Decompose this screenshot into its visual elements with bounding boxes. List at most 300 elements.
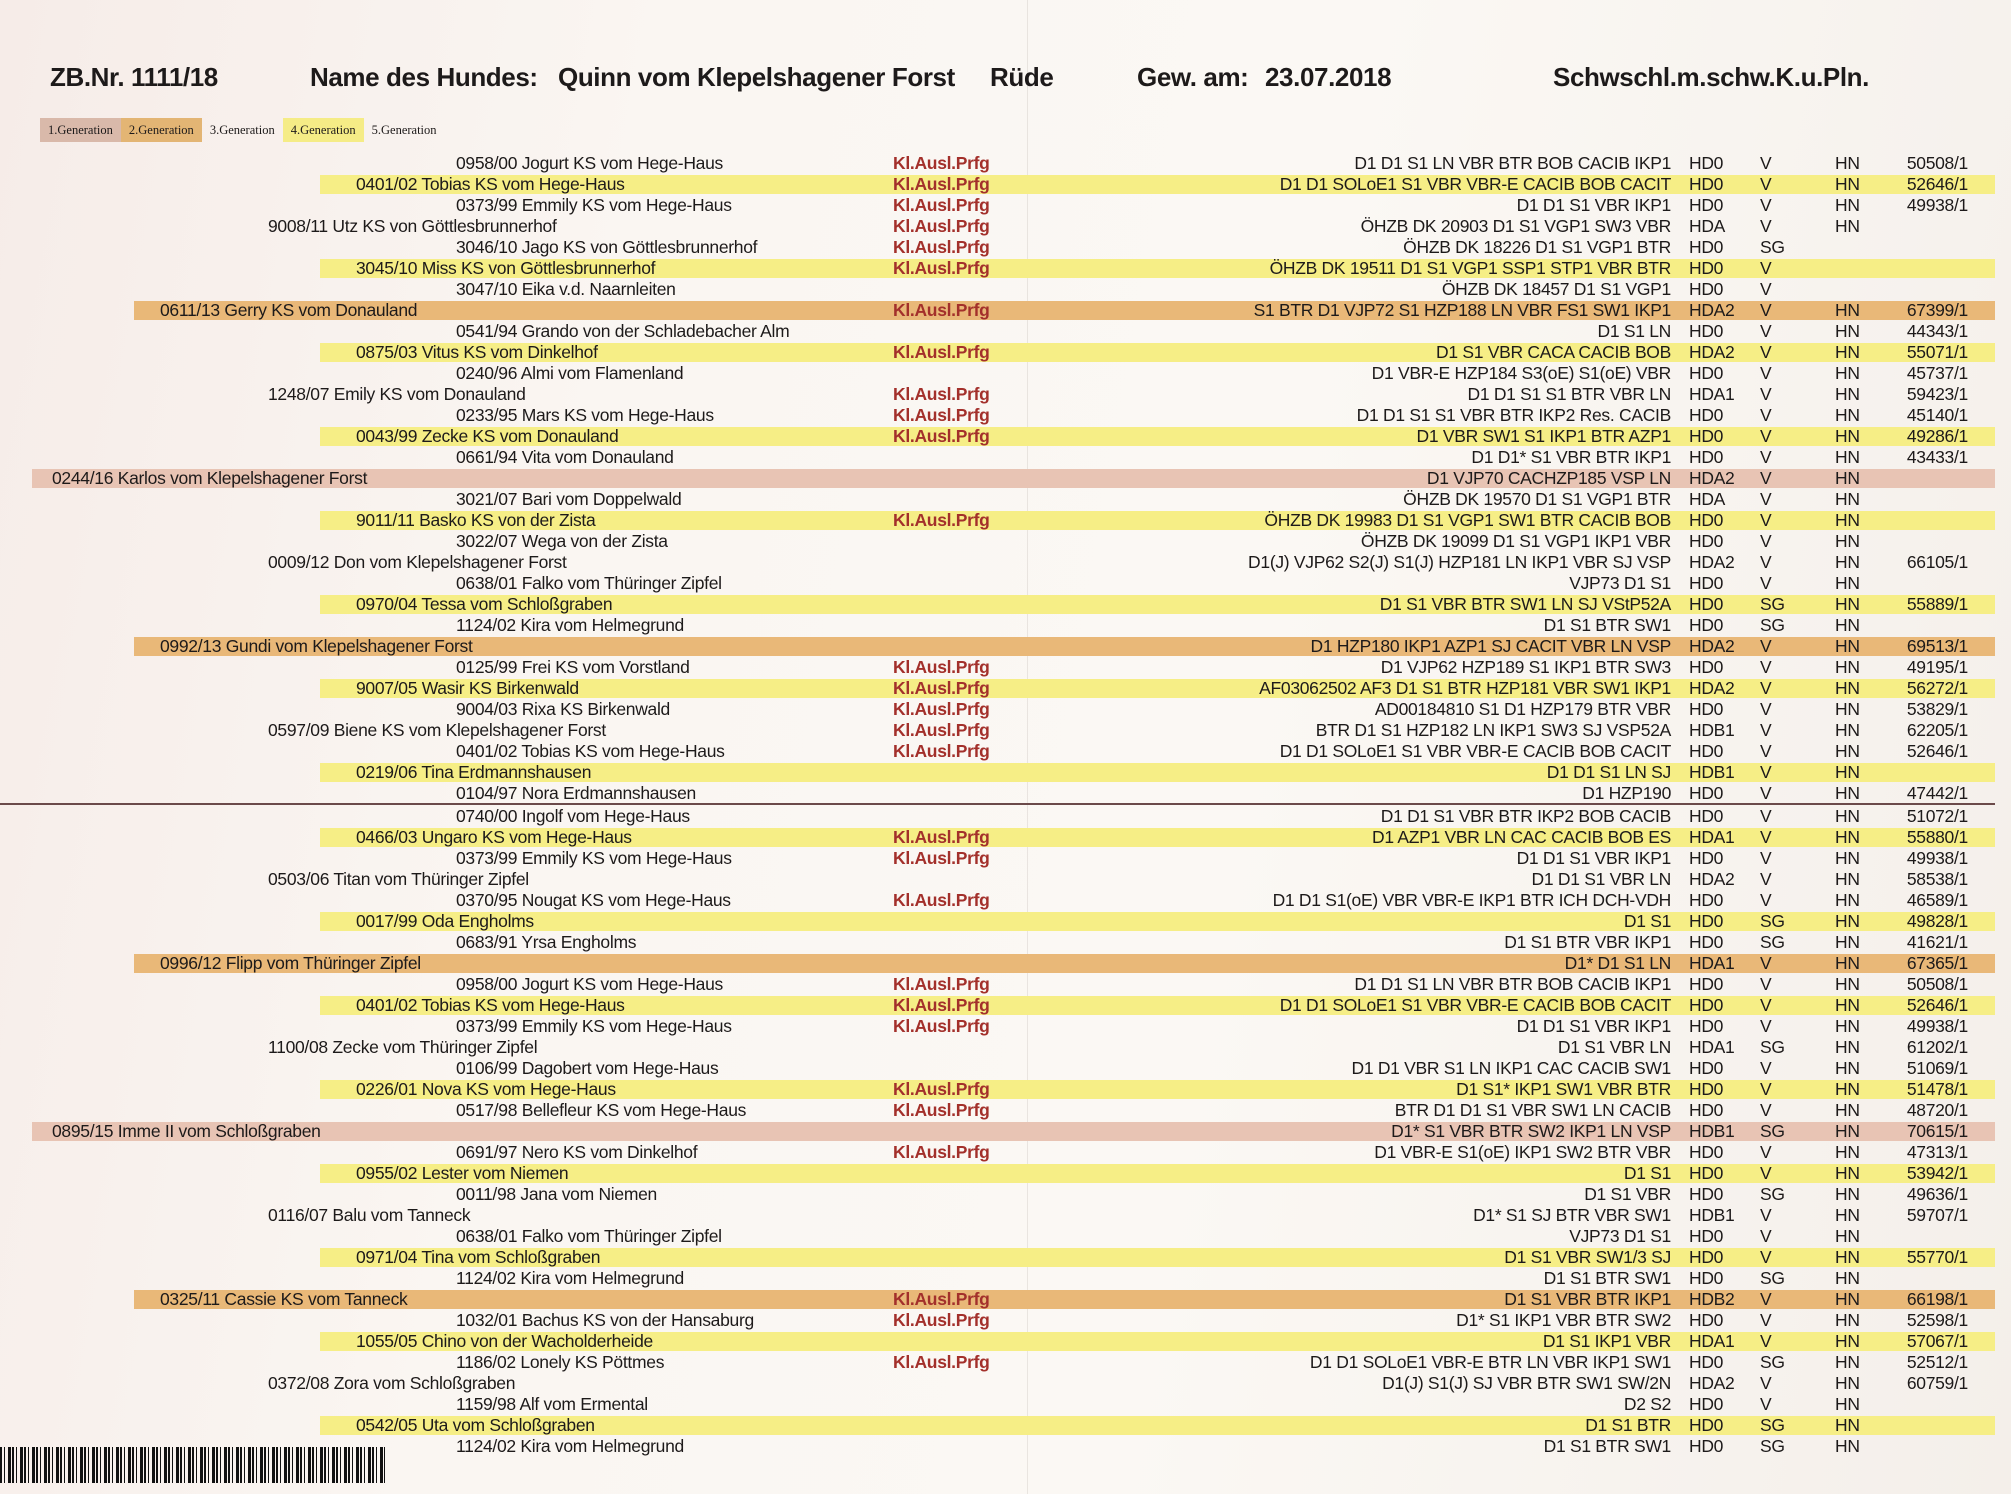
hd-result: HD0 bbox=[1689, 848, 1724, 868]
reg-number: 51478/1 bbox=[1906, 1079, 1968, 1099]
exam-badge: Kl.Ausl.Prfg bbox=[893, 1016, 990, 1036]
form-rating: V bbox=[1760, 426, 1772, 446]
form-rating: V bbox=[1760, 468, 1772, 488]
hn-marker: HN bbox=[1835, 1163, 1860, 1183]
reg-number: 50508/1 bbox=[1906, 974, 1968, 994]
dog-entry-name: 0116/07 Balu vom Tanneck bbox=[268, 1205, 471, 1225]
exam-badge: Kl.Ausl.Prfg bbox=[893, 1142, 990, 1162]
form-rating: SG bbox=[1760, 911, 1785, 931]
dog-entry-name: 3021/07 Bari vom Doppelwald bbox=[456, 489, 682, 509]
pedigree-row bbox=[0, 153, 2011, 174]
exam-badge: Kl.Ausl.Prfg bbox=[893, 1079, 990, 1099]
dog-entry-name: 0958/00 Jogurt KS vom Hege-Haus bbox=[456, 974, 723, 994]
dog-entry-name: 0955/02 Lester vom Niemen bbox=[356, 1163, 569, 1183]
form-rating: V bbox=[1760, 531, 1772, 551]
dog-entry-name: 1124/02 Kira vom Helmegrund bbox=[456, 1268, 684, 1288]
form-rating: V bbox=[1760, 762, 1772, 782]
pedigree-row bbox=[0, 384, 2011, 405]
titles: D2 S2 bbox=[1623, 1394, 1671, 1414]
pedigree-row bbox=[0, 573, 2011, 594]
hd-result: HD0 bbox=[1689, 573, 1724, 593]
form-rating: V bbox=[1760, 1331, 1772, 1351]
birth-date-label: Gew. am: bbox=[1137, 62, 1249, 92]
titles: D1 S1 BTR SW1 bbox=[1543, 615, 1671, 635]
titles: D1 D1 S1 LN SJ bbox=[1546, 762, 1671, 782]
hn-marker: HN bbox=[1835, 657, 1860, 677]
hd-result: HDA2 bbox=[1689, 552, 1735, 572]
pedigree-row bbox=[0, 342, 2011, 363]
hn-marker: HN bbox=[1835, 953, 1860, 973]
pedigree-row bbox=[0, 1310, 2011, 1331]
titles: BTR D1 S1 HZP182 LN IKP1 SW3 SJ VSP52A bbox=[1315, 720, 1671, 740]
pedigree-row bbox=[0, 1079, 2011, 1100]
form-rating: SG bbox=[1760, 1415, 1785, 1435]
hd-result: HD0 bbox=[1689, 153, 1724, 173]
hd-result: HD0 bbox=[1689, 510, 1724, 530]
exam-badge: Kl.Ausl.Prfg bbox=[893, 510, 990, 530]
reg-number: 66198/1 bbox=[1906, 1289, 1968, 1309]
pedigree-row bbox=[0, 216, 2011, 237]
pedigree-row bbox=[0, 279, 2011, 300]
titles: D1(J) VJP62 S2(J) S1(J) HZP181 LN IKP1 VBR SJ VSP bbox=[1248, 552, 1671, 572]
titles: D1 S1 BTR SW1 bbox=[1543, 1268, 1671, 1288]
reg-number: 52646/1 bbox=[1906, 174, 1968, 194]
hd-result: HD0 bbox=[1689, 1100, 1724, 1120]
form-rating: V bbox=[1760, 657, 1772, 677]
reg-number: 55071/1 bbox=[1906, 342, 1968, 362]
hn-marker: HN bbox=[1835, 636, 1860, 656]
hn-marker: HN bbox=[1835, 1226, 1860, 1246]
hn-marker: HN bbox=[1835, 342, 1860, 362]
hn-marker: HN bbox=[1835, 447, 1860, 467]
pedigree-row bbox=[0, 1100, 2011, 1121]
pedigree-row bbox=[0, 953, 2011, 974]
form-rating: V bbox=[1760, 384, 1772, 404]
reg-number: 69513/1 bbox=[1906, 636, 1968, 656]
pedigree-row bbox=[0, 806, 2011, 827]
dog-entry-name: 0661/94 Vita vom Donauland bbox=[456, 447, 674, 467]
hd-result: HD0 bbox=[1689, 258, 1724, 278]
hd-result: HD0 bbox=[1689, 237, 1724, 257]
dog-entry-name: 0542/05 Uta vom Schloßgraben bbox=[356, 1415, 595, 1435]
dog-entry-name: 3045/10 Miss KS von Göttlesbrunnerhof bbox=[356, 258, 656, 278]
form-rating: V bbox=[1760, 1373, 1772, 1393]
form-rating: V bbox=[1760, 1016, 1772, 1036]
reg-number: 55770/1 bbox=[1906, 1247, 1968, 1267]
reg-number: 49938/1 bbox=[1906, 848, 1968, 868]
titles: AF03062502 AF3 D1 S1 BTR HZP181 VBR SW1 IKP1 bbox=[1259, 678, 1671, 698]
pedigree-row bbox=[0, 1184, 2011, 1205]
titles: D1 VBR-E HZP184 S3(oE) S1(oE) VBR bbox=[1371, 363, 1671, 383]
exam-badge: Kl.Ausl.Prfg bbox=[893, 153, 990, 173]
pedigree-row bbox=[0, 1058, 2011, 1079]
pedigree-row bbox=[0, 1415, 2011, 1436]
titles: D1 D1 S1 S1 BTR VBR LN bbox=[1467, 384, 1671, 404]
titles: ÖHZB DK 19570 D1 S1 VGP1 BTR bbox=[1403, 489, 1671, 509]
hd-result: HD0 bbox=[1689, 890, 1724, 910]
exam-badge: Kl.Ausl.Prfg bbox=[893, 699, 990, 719]
reg-number: 55889/1 bbox=[1906, 594, 1968, 614]
titles: ÖHZB DK 18457 D1 S1 VGP1 bbox=[1441, 279, 1671, 299]
dog-name-label: Name des Hundes: bbox=[310, 62, 538, 92]
form-rating: V bbox=[1760, 510, 1772, 530]
reg-number: 44343/1 bbox=[1906, 321, 1968, 341]
reg-number: 52646/1 bbox=[1906, 995, 1968, 1015]
titles: D1 D1 S1 VBR LN bbox=[1531, 869, 1671, 889]
reg-number: 60759/1 bbox=[1906, 1373, 1968, 1393]
hn-marker: HN bbox=[1835, 1394, 1860, 1414]
reg-number: 67399/1 bbox=[1906, 300, 1968, 320]
hn-marker: HN bbox=[1835, 783, 1860, 803]
pedigree-row bbox=[0, 1352, 2011, 1373]
form-rating: SG bbox=[1760, 1436, 1785, 1456]
exam-badge: Kl.Ausl.Prfg bbox=[893, 258, 990, 278]
pedigree-row bbox=[0, 869, 2011, 890]
form-rating: V bbox=[1760, 279, 1772, 299]
pedigree-row bbox=[0, 720, 2011, 741]
hd-result: HD0 bbox=[1689, 1352, 1724, 1372]
hd-result: HD0 bbox=[1689, 174, 1724, 194]
titles: ÖHZB DK 19511 D1 S1 VGP1 SSP1 STP1 VBR BTR bbox=[1269, 258, 1671, 278]
hn-marker: HN bbox=[1835, 426, 1860, 446]
dog-entry-name: 0895/15 Imme II vom Schloßgraben bbox=[52, 1121, 321, 1141]
pedigree-row bbox=[0, 1331, 2011, 1352]
pedigree-row bbox=[0, 1163, 2011, 1184]
hn-marker: HN bbox=[1835, 1310, 1860, 1330]
generation-highlight bbox=[320, 912, 1995, 931]
form-rating: V bbox=[1760, 321, 1772, 341]
dog-entry-name: 0244/16 Karlos vom Klepelshagener Forst bbox=[52, 468, 368, 488]
hd-result: HD0 bbox=[1689, 1058, 1724, 1078]
titles: D1 VBR SW1 S1 IKP1 BTR AZP1 bbox=[1416, 426, 1671, 446]
titles: D1 S1 bbox=[1623, 911, 1671, 931]
titles: D1* S1 SJ BTR VBR SW1 bbox=[1473, 1205, 1671, 1225]
hd-result: HD0 bbox=[1689, 615, 1724, 635]
dog-entry-name: 0503/06 Titan vom Thüringer Zipfel bbox=[268, 869, 529, 889]
reg-number: 67365/1 bbox=[1906, 953, 1968, 973]
reg-number: 43433/1 bbox=[1906, 447, 1968, 467]
hd-result: HD0 bbox=[1689, 699, 1724, 719]
titles: D1 D1 SOLoE1 S1 VBR VBR-E CACIB BOB CACIT bbox=[1279, 995, 1671, 1015]
reg-number: 59423/1 bbox=[1906, 384, 1968, 404]
exam-badge: Kl.Ausl.Prfg bbox=[893, 890, 990, 910]
dog-entry-name: 0466/03 Ungaro KS vom Hege-Haus bbox=[356, 827, 632, 847]
form-rating: V bbox=[1760, 153, 1772, 173]
form-rating: SG bbox=[1760, 932, 1785, 952]
dog-entry-name: 0958/00 Jogurt KS vom Hege-Haus bbox=[456, 153, 723, 173]
dog-entry-name: 0517/98 Bellefleur KS vom Hege-Haus bbox=[456, 1100, 747, 1120]
hd-result: HD0 bbox=[1689, 1142, 1724, 1162]
titles: D1 D1 S1 VBR IKP1 bbox=[1516, 1016, 1671, 1036]
hn-marker: HN bbox=[1835, 384, 1860, 404]
hn-marker: HN bbox=[1835, 1373, 1860, 1393]
pedigree-row bbox=[0, 1205, 2011, 1226]
reg-number: 47313/1 bbox=[1906, 1142, 1968, 1162]
hn-marker: HN bbox=[1835, 720, 1860, 740]
form-rating: V bbox=[1760, 216, 1772, 236]
coat-color: Schwschl.m.schw.K.u.Pln. bbox=[1553, 62, 1869, 92]
titles: D1 D1 S1 VBR BTR IKP2 BOB CACIB bbox=[1380, 806, 1671, 826]
exam-badge: Kl.Ausl.Prfg bbox=[893, 426, 990, 446]
pedigree-row bbox=[0, 426, 2011, 447]
pedigree-row bbox=[0, 932, 2011, 953]
hd-result: HD0 bbox=[1689, 911, 1724, 931]
hd-result: HD0 bbox=[1689, 1247, 1724, 1267]
dog-entry-name: 1159/98 Alf vom Ermental bbox=[456, 1394, 648, 1414]
titles: D1 S1 BTR bbox=[1585, 1415, 1671, 1435]
hn-marker: HN bbox=[1835, 1016, 1860, 1036]
exam-badge: Kl.Ausl.Prfg bbox=[893, 827, 990, 847]
pedigree-row bbox=[0, 699, 2011, 720]
reg-number: 58538/1 bbox=[1906, 869, 1968, 889]
hn-marker: HN bbox=[1835, 195, 1860, 215]
reg-number: 51069/1 bbox=[1906, 1058, 1968, 1078]
form-rating: V bbox=[1760, 1310, 1772, 1330]
hd-result: HDB1 bbox=[1689, 1205, 1735, 1225]
pedigree-row bbox=[0, 1037, 2011, 1058]
pedigree-row bbox=[0, 1142, 2011, 1163]
dog-entry-name: 0125/99 Frei KS vom Vorstland bbox=[456, 657, 690, 677]
titles: D1 D1 S1 S1 VBR BTR IKP2 Res. CACIB bbox=[1356, 405, 1671, 425]
pedigree-row bbox=[0, 848, 2011, 869]
dog-entry-name: 0233/95 Mars KS vom Hege-Haus bbox=[456, 405, 714, 425]
exam-badge: Kl.Ausl.Prfg bbox=[893, 848, 990, 868]
hd-result: HDB1 bbox=[1689, 720, 1735, 740]
hn-marker: HN bbox=[1835, 1352, 1860, 1372]
legend-gen5: 5.Generation bbox=[371, 123, 437, 137]
dog-entry-name: 1100/08 Zecke vom Thüringer Zipfel bbox=[268, 1037, 538, 1057]
pedigree-row bbox=[0, 237, 2011, 258]
dog-entry-name: 0401/02 Tobias KS vom Hege-Haus bbox=[356, 174, 625, 194]
titles: D1 S1 LN bbox=[1597, 321, 1671, 341]
dog-entry-name: 0683/91 Yrsa Engholms bbox=[456, 932, 637, 952]
titles: D1 S1 VBR CACA CACIB BOB bbox=[1436, 342, 1671, 362]
form-rating: V bbox=[1760, 300, 1772, 320]
form-rating: V bbox=[1760, 953, 1772, 973]
titles: D1* S1 VBR BTR SW2 IKP1 LN VSP bbox=[1391, 1121, 1671, 1141]
form-rating: V bbox=[1760, 1394, 1772, 1414]
pedigree-row bbox=[0, 363, 2011, 384]
generation-highlight bbox=[320, 1164, 1995, 1183]
pedigree-row bbox=[0, 1121, 2011, 1142]
dog-entry-name: 0106/99 Dagobert vom Hege-Haus bbox=[456, 1058, 719, 1078]
dog-entry-name: 0875/03 Vitus KS vom Dinkelhof bbox=[356, 342, 598, 362]
form-rating: V bbox=[1760, 258, 1772, 278]
hd-result: HD0 bbox=[1689, 426, 1724, 446]
exam-badge: Kl.Ausl.Prfg bbox=[893, 974, 990, 994]
dog-entry-name: 0373/99 Emmily KS vom Hege-Haus bbox=[456, 848, 732, 868]
hd-result: HD0 bbox=[1689, 741, 1724, 761]
hd-result: HDA2 bbox=[1689, 678, 1735, 698]
pedigree-row bbox=[0, 510, 2011, 531]
dog-entry-name: 0638/01 Falko vom Thüringer Zipfel bbox=[456, 1226, 722, 1246]
pedigree-row bbox=[0, 741, 2011, 762]
exam-badge: Kl.Ausl.Prfg bbox=[893, 720, 990, 740]
form-rating: V bbox=[1760, 195, 1772, 215]
titles: AD00184810 S1 D1 HZP179 BTR VBR bbox=[1374, 699, 1671, 719]
hn-marker: HN bbox=[1835, 1079, 1860, 1099]
hd-result: HD0 bbox=[1689, 1310, 1724, 1330]
hn-marker: HN bbox=[1835, 153, 1860, 173]
titles: VJP73 D1 S1 bbox=[1569, 1226, 1671, 1246]
form-rating: V bbox=[1760, 783, 1772, 803]
titles: D1 S1 VBR bbox=[1584, 1184, 1671, 1204]
hn-marker: HN bbox=[1835, 911, 1860, 931]
dog-entry-name: 9011/11 Basko KS von der Zista bbox=[356, 510, 596, 530]
pedigree-row bbox=[0, 762, 2011, 783]
hd-result: HDA bbox=[1689, 489, 1726, 509]
hn-marker: HN bbox=[1835, 216, 1860, 236]
exam-badge: Kl.Ausl.Prfg bbox=[893, 741, 990, 761]
hd-result: HD0 bbox=[1689, 974, 1724, 994]
generation-legend bbox=[40, 118, 445, 142]
titles: D1* S1 IKP1 VBR BTR SW2 bbox=[1456, 1310, 1671, 1330]
form-rating: SG bbox=[1760, 1184, 1785, 1204]
form-rating: V bbox=[1760, 699, 1772, 719]
dog-entry-name: 0740/00 Ingolf vom Hege-Haus bbox=[456, 806, 690, 826]
dog-entry-name: 0009/12 Don vom Klepelshagener Forst bbox=[268, 552, 567, 572]
hd-result: HD0 bbox=[1689, 1163, 1724, 1183]
form-rating: V bbox=[1760, 1142, 1772, 1162]
reg-number: 49828/1 bbox=[1906, 911, 1968, 931]
hd-result: HD0 bbox=[1689, 932, 1724, 952]
form-rating: SG bbox=[1760, 594, 1785, 614]
pedigree-row bbox=[0, 783, 2011, 804]
pedigree-row bbox=[0, 1268, 2011, 1289]
pedigree-row bbox=[0, 300, 2011, 321]
dog-entry-name: 3022/07 Wega von der Zista bbox=[456, 531, 668, 551]
hn-marker: HN bbox=[1835, 300, 1860, 320]
hd-result: HD0 bbox=[1689, 594, 1724, 614]
dog-entry-name: 1055/05 Chino von der Wacholderheide bbox=[356, 1331, 653, 1351]
hd-result: HD0 bbox=[1689, 1436, 1724, 1456]
titles: D1 S1 bbox=[1623, 1163, 1671, 1183]
hn-marker: HN bbox=[1835, 1037, 1860, 1057]
reg-number: 52512/1 bbox=[1906, 1352, 1968, 1372]
dog-entry-name: 0638/01 Falko vom Thüringer Zipfel bbox=[456, 573, 722, 593]
form-rating: V bbox=[1760, 890, 1772, 910]
form-rating: V bbox=[1760, 1247, 1772, 1267]
exam-badge: Kl.Ausl.Prfg bbox=[893, 405, 990, 425]
pedigree-row bbox=[0, 911, 2011, 932]
reg-number: 49195/1 bbox=[1906, 657, 1968, 677]
dog-entry-name: 9007/05 Wasir KS Birkenwald bbox=[356, 678, 579, 698]
dog-entry-name: 0219/06 Tina Erdmannshausen bbox=[356, 762, 592, 782]
form-rating: V bbox=[1760, 869, 1772, 889]
hn-marker: HN bbox=[1835, 1247, 1860, 1267]
pedigree-row bbox=[0, 890, 2011, 911]
hd-result: HD0 bbox=[1689, 1415, 1724, 1435]
pedigree-row bbox=[0, 1247, 2011, 1268]
hn-marker: HN bbox=[1835, 405, 1860, 425]
pedigree-table bbox=[0, 153, 2011, 1457]
hn-marker: HN bbox=[1835, 510, 1860, 530]
form-rating: V bbox=[1760, 363, 1772, 383]
exam-badge: Kl.Ausl.Prfg bbox=[893, 678, 990, 698]
hn-marker: HN bbox=[1835, 1415, 1860, 1435]
form-rating: V bbox=[1760, 1205, 1772, 1225]
form-rating: V bbox=[1760, 1226, 1772, 1246]
hn-marker: HN bbox=[1835, 1268, 1860, 1288]
hn-marker: HN bbox=[1835, 573, 1860, 593]
dog-entry-name: 0370/95 Nougat KS vom Hege-Haus bbox=[456, 890, 731, 910]
dog-entry-name: 0017/99 Oda Engholms bbox=[356, 911, 534, 931]
titles: ÖHZB DK 19099 D1 S1 VGP1 IKP1 VBR bbox=[1360, 531, 1671, 551]
form-rating: SG bbox=[1760, 1268, 1785, 1288]
form-rating: V bbox=[1760, 974, 1772, 994]
hn-marker: HN bbox=[1835, 890, 1860, 910]
hn-marker: HN bbox=[1835, 468, 1860, 488]
hd-result: HDA1 bbox=[1689, 827, 1735, 847]
titles: D1 S1 BTR SW1 bbox=[1543, 1436, 1671, 1456]
dog-entry-name: 0372/08 Zora vom Schloßgraben bbox=[268, 1373, 516, 1393]
hd-result: HD0 bbox=[1689, 405, 1724, 425]
dog-entry-name: 0104/97 Nora Erdmannshausen bbox=[456, 783, 696, 803]
hd-result: HDA2 bbox=[1689, 468, 1735, 488]
reg-number: 53829/1 bbox=[1906, 699, 1968, 719]
reg-number: 55880/1 bbox=[1906, 827, 1968, 847]
pedigree-row bbox=[0, 1394, 2011, 1415]
form-rating: V bbox=[1760, 995, 1772, 1015]
pedigree-row bbox=[0, 1226, 2011, 1247]
exam-badge: Kl.Ausl.Prfg bbox=[893, 1310, 990, 1330]
hd-result: HD0 bbox=[1689, 531, 1724, 551]
hd-result: HD0 bbox=[1689, 1268, 1724, 1288]
titles: D1 HZP190 bbox=[1582, 783, 1671, 803]
dog-entry-name: 9004/03 Rixa KS Birkenwald bbox=[456, 699, 670, 719]
titles: D1 D1* S1 VBR BTR IKP1 bbox=[1471, 447, 1671, 467]
hn-marker: HN bbox=[1835, 741, 1860, 761]
hd-result: HD0 bbox=[1689, 1079, 1724, 1099]
birth-date: 23.07.2018 bbox=[1265, 62, 1392, 92]
hd-result: HDA bbox=[1689, 216, 1726, 236]
form-rating: V bbox=[1760, 1163, 1772, 1183]
hd-result: HD0 bbox=[1689, 279, 1724, 299]
dog-entry-name: 0373/99 Emmily KS vom Hege-Haus bbox=[456, 1016, 732, 1036]
pedigree-row bbox=[0, 489, 2011, 510]
titles: D1 D1 S1 LN VBR BTR BOB CACIB IKP1 bbox=[1354, 153, 1671, 173]
pedigree-row bbox=[0, 552, 2011, 573]
hn-marker: HN bbox=[1835, 974, 1860, 994]
hd-result: HD0 bbox=[1689, 447, 1724, 467]
form-rating: V bbox=[1760, 848, 1772, 868]
reg-number: 50508/1 bbox=[1906, 153, 1968, 173]
titles: D1 S1 VBR BTR IKP1 bbox=[1504, 1289, 1671, 1309]
exam-badge: Kl.Ausl.Prfg bbox=[893, 342, 990, 362]
hn-marker: HN bbox=[1835, 1058, 1860, 1078]
dog-entry-name: 0226/01 Nova KS vom Hege-Haus bbox=[356, 1079, 616, 1099]
titles: D1 S1 VBR BTR SW1 LN SJ VStP52A bbox=[1379, 594, 1671, 614]
pedigree-row bbox=[0, 447, 2011, 468]
sire-dam-divider bbox=[0, 803, 1995, 805]
pedigree-row bbox=[0, 657, 2011, 678]
pedigree-row bbox=[0, 827, 2011, 848]
titles: D1 HZP180 IKP1 AZP1 SJ CACIT VBR LN VSP bbox=[1310, 636, 1671, 656]
hn-marker: HN bbox=[1835, 1100, 1860, 1120]
pedigree-row bbox=[0, 1373, 2011, 1394]
hn-marker: HN bbox=[1835, 594, 1860, 614]
hn-marker: HN bbox=[1835, 1331, 1860, 1351]
form-rating: V bbox=[1760, 1058, 1772, 1078]
hn-marker: HN bbox=[1835, 678, 1860, 698]
pedigree-row bbox=[0, 995, 2011, 1016]
reg-number: 49636/1 bbox=[1906, 1184, 1968, 1204]
exam-badge: Kl.Ausl.Prfg bbox=[893, 1352, 990, 1372]
form-rating: V bbox=[1760, 342, 1772, 362]
dog-entry-name: 0373/99 Emmily KS vom Hege-Haus bbox=[456, 195, 732, 215]
reg-number: 49938/1 bbox=[1906, 195, 1968, 215]
form-rating: V bbox=[1760, 447, 1772, 467]
